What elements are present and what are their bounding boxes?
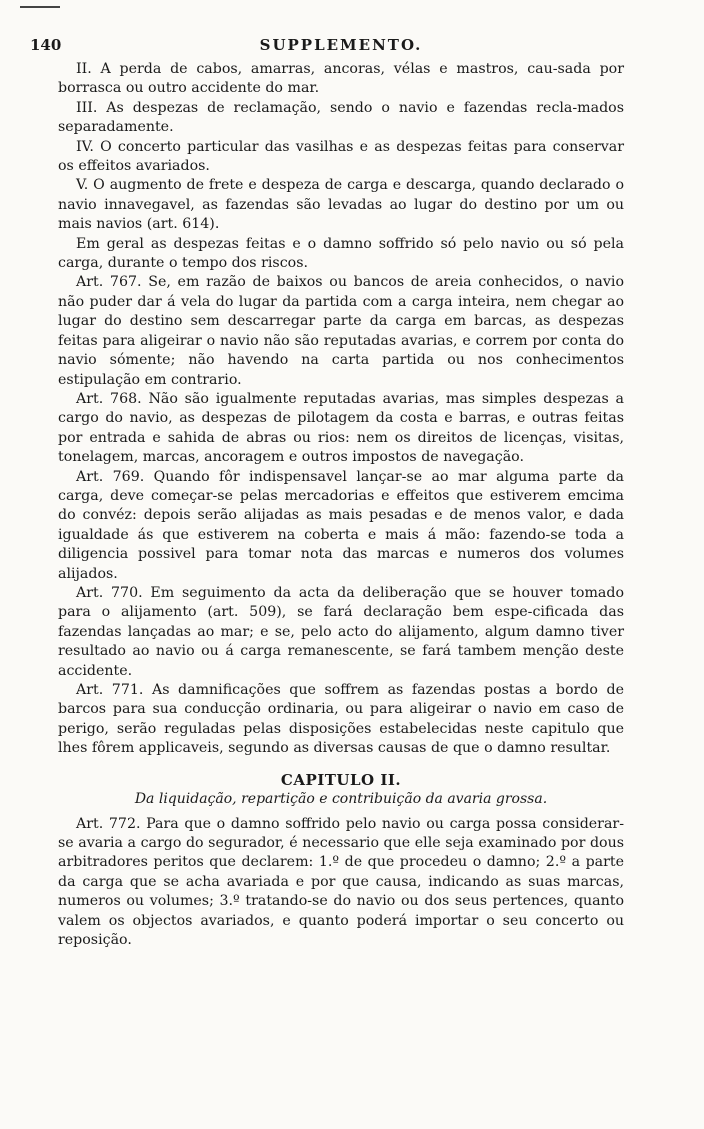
paragraph-art-768: Art. 768. Não são igualmente reputadas avarias, mas simples despezas a cargo do navio, as despezas de pilotagem da costa e barras, e outras feitas por entrada e sahida de abras ou rios: nem os direitos de licenças, visitas, tonelagem, marcas, ancoragem e outros impostos de navegação.	[58, 390, 624, 466]
decorative-rule	[20, 6, 60, 8]
paragraph: Em geral as despezas feitas e o damno soffrido só pelo navio ou só pela carga, durante o tempo dos riscos.	[58, 235, 624, 272]
running-title: SUPPLEMENTO.	[259, 36, 423, 54]
paragraph: V. O augmento de frete e despeza de carga e descarga, quando declarado o navio innavegavel, as fazendas são levadas ao lugar do destino por um ou mais navios (art. 614).	[58, 177, 624, 233]
paragraph-art-772: Art. 772. Para que o damno soffrido pelo navio ou carga possa considerar-se avaria a cargo do segurador, é necessario que elle seja examinado por dous arbitradores peritos que declarem: 1.º de que procedeu o damno; 2.º a parte da carga que se acha avariada e por que causa, indicando as suas marcas, numeros ou volumes; 3.º tratando-se do navio ou dos seus pertences, quanto valem os objectos avariados, e quanto poderá importar o seu concerto ou reposição.	[58, 815, 624, 949]
chapter-title: CAPITULO II.	[280, 770, 402, 789]
paragraph-art-771: Art. 771. As damnificações que soffrem as fazendas postas a bordo de barcos para sua conducção ordinaria, ou para aligeirar o navio em caso de perigo, serão reguladas pelas disposições estabelecidas neste capitulo que lhes fôrem applicaveis, segundo as diversas causas de que o damno resultar.	[58, 682, 624, 757]
paragraph-art-770: Art. 770. Em seguimento da acta da deliberação que se houver tomado para o alijamento (art. 509), se fará declaração bem espe-cificada das fazendas lançadas ao mar; e se, pelo acto do alijamento, algum damno tiver resultado ao navio ou á carga remanescente, se fará tambem menção deste accidente.	[58, 584, 624, 679]
paragraph-art-767: Art. 767. Se, em razão de baixos ou bancos de areia conhecidos, o navio não puder dar á vela do lugar da partida com a carga inteira, nem chegar ao lugar do destino sem descarregar parte da carga em barcas, as despezas feitas para aligeirar o navio não são reputadas avarias, e correm por conta do navio sómente; não havendo na carta partida ou nos conhecimentos estipulação em contrario.	[58, 274, 624, 388]
chapter-subtitle: Da liquidação, repartição e contribuição da avaria grossa.	[134, 790, 548, 807]
page-number: 140	[30, 36, 62, 54]
paragraph-art-769: Art. 769. Quando fôr indispensavel lançar-se ao mar alguma parte da carga, deve começar-se pelas mercadorias e effeitos que estiverem emcima do convéz: depois serão alijadas as mais pesadas e de menos valor, e dada igualdade ás que estiverem na coberta e mais á mão: fazendo-se toda a diligencia possivel para tomar nota das marcas e numeros dos volumes alijados.	[58, 468, 624, 582]
paragraph: II. A perda de cabos, amarras, ancoras, vélas e mastros, cau-sada por borrasca ou outro accidente do mar.	[58, 61, 624, 97]
page	[30, 30, 624, 950]
page-header	[30, 30, 624, 54]
paragraph: IV. O concerto particular das vasilhas e as despezas feitas para conservar os effeitos avariados.	[58, 138, 624, 175]
body-text	[58, 60, 624, 950]
paragraph: III. As despezas de reclamação, sendo o navio e fazendas recla-mados separadamente.	[58, 99, 624, 136]
